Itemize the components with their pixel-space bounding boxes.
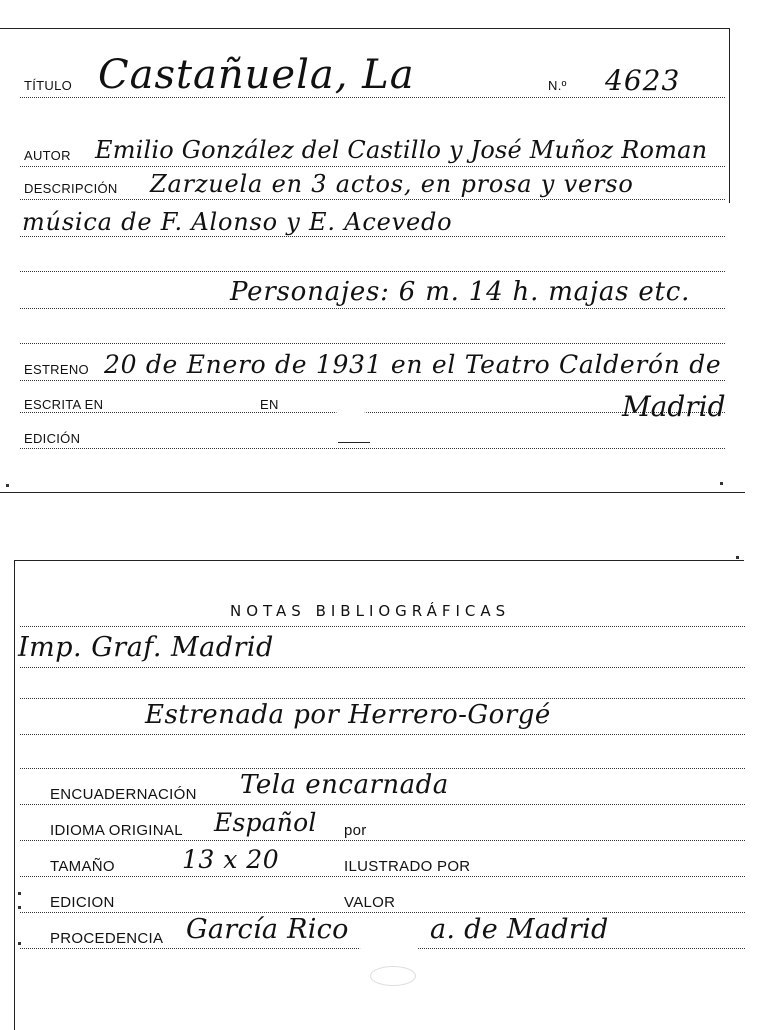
scan-speck [18,942,21,945]
card-cut-line [0,492,745,493]
idioma-label: IDIOMA ORIGINAL [50,822,183,839]
scan-speck [6,484,9,487]
encuadernacion-value: Tela encarnada [240,770,449,800]
blank-line [20,271,725,272]
scan-speck [18,906,21,909]
numero-label: N.º [548,78,567,93]
escrita-line [20,412,725,413]
titulo-label: TÍTULO [24,78,73,93]
scan-speck [18,892,21,895]
notas-line-3 [20,698,745,699]
ilustrado-label: ILUSTRADO POR [344,858,471,875]
estreno-line [20,380,725,381]
valor-label: VALOR [344,894,396,911]
descripcion-label: DESCRIPCIÓN [24,181,118,196]
descripcion-line-2 [20,236,725,237]
scan-speck [720,482,723,485]
scan-speck [736,556,739,559]
descripcion-line [20,199,725,200]
tamano-value: 13 x 20 [182,845,280,874]
escrita-continuation: Madrid [622,390,726,423]
descripcion-value-1: Zarzuela en 3 actos, en prosa y verso [150,170,634,198]
scan-blot [360,930,418,970]
scan-blot-outline [370,966,416,986]
note-estrenada: Estrenada por Herrero-Gorgé [145,700,551,730]
estreno-label: ESTRENO [24,362,89,377]
note-imprenta: Imp. Graf. Madrid [18,632,274,663]
tamano-line [20,876,745,877]
personajes-value: Personajes: 6 m. 14 h. majas etc. [230,277,691,307]
procedencia-label: PROCEDENCIA [50,930,164,947]
idioma-line [20,840,745,841]
scan-blot [332,418,370,440]
tamano-label: TAMAÑO [50,858,115,875]
encuadernacion-line [20,804,745,805]
edicion-line-bottom [20,912,745,913]
en-label: EN [260,397,279,412]
escrita-en-label: ESCRITA EN [24,397,104,412]
autor-label: AUTOR [24,148,71,163]
estreno-value: 20 de Enero de 1931 en el Teatro Calderón de [104,350,722,379]
por-label: por [344,822,367,839]
procedencia-value: García Rico [186,914,349,945]
scan-mark [338,442,370,443]
autor-value: Emilio González del Castillo y José Muñoz Roman [95,136,708,164]
notas-line-5 [20,768,745,769]
edicion-label-bottom: EDICION [50,894,115,911]
procedencia-value-2: a. de Madrid [430,914,609,945]
notas-line-2 [20,667,745,668]
autor-line [20,166,725,167]
notas-line-4 [20,734,745,735]
encuadernacion-label: ENCUADERNACIÓN [50,786,197,803]
edicion-label-top: EDICIÓN [24,431,81,446]
scan-blot [318,384,384,414]
edicion-line [20,448,725,449]
notas-heading: NOTAS BIBLIOGRÁFICAS [230,602,511,620]
descripcion-value-2: música de F. Alonso y E. Acevedo [22,208,453,236]
personajes-line [20,308,725,309]
titulo-value: Castañuela, La [98,52,415,98]
blank-line-2 [20,343,725,344]
idioma-value: Español [214,808,317,837]
notas-line-1 [20,626,745,627]
numero-value: 4623 [605,64,681,97]
